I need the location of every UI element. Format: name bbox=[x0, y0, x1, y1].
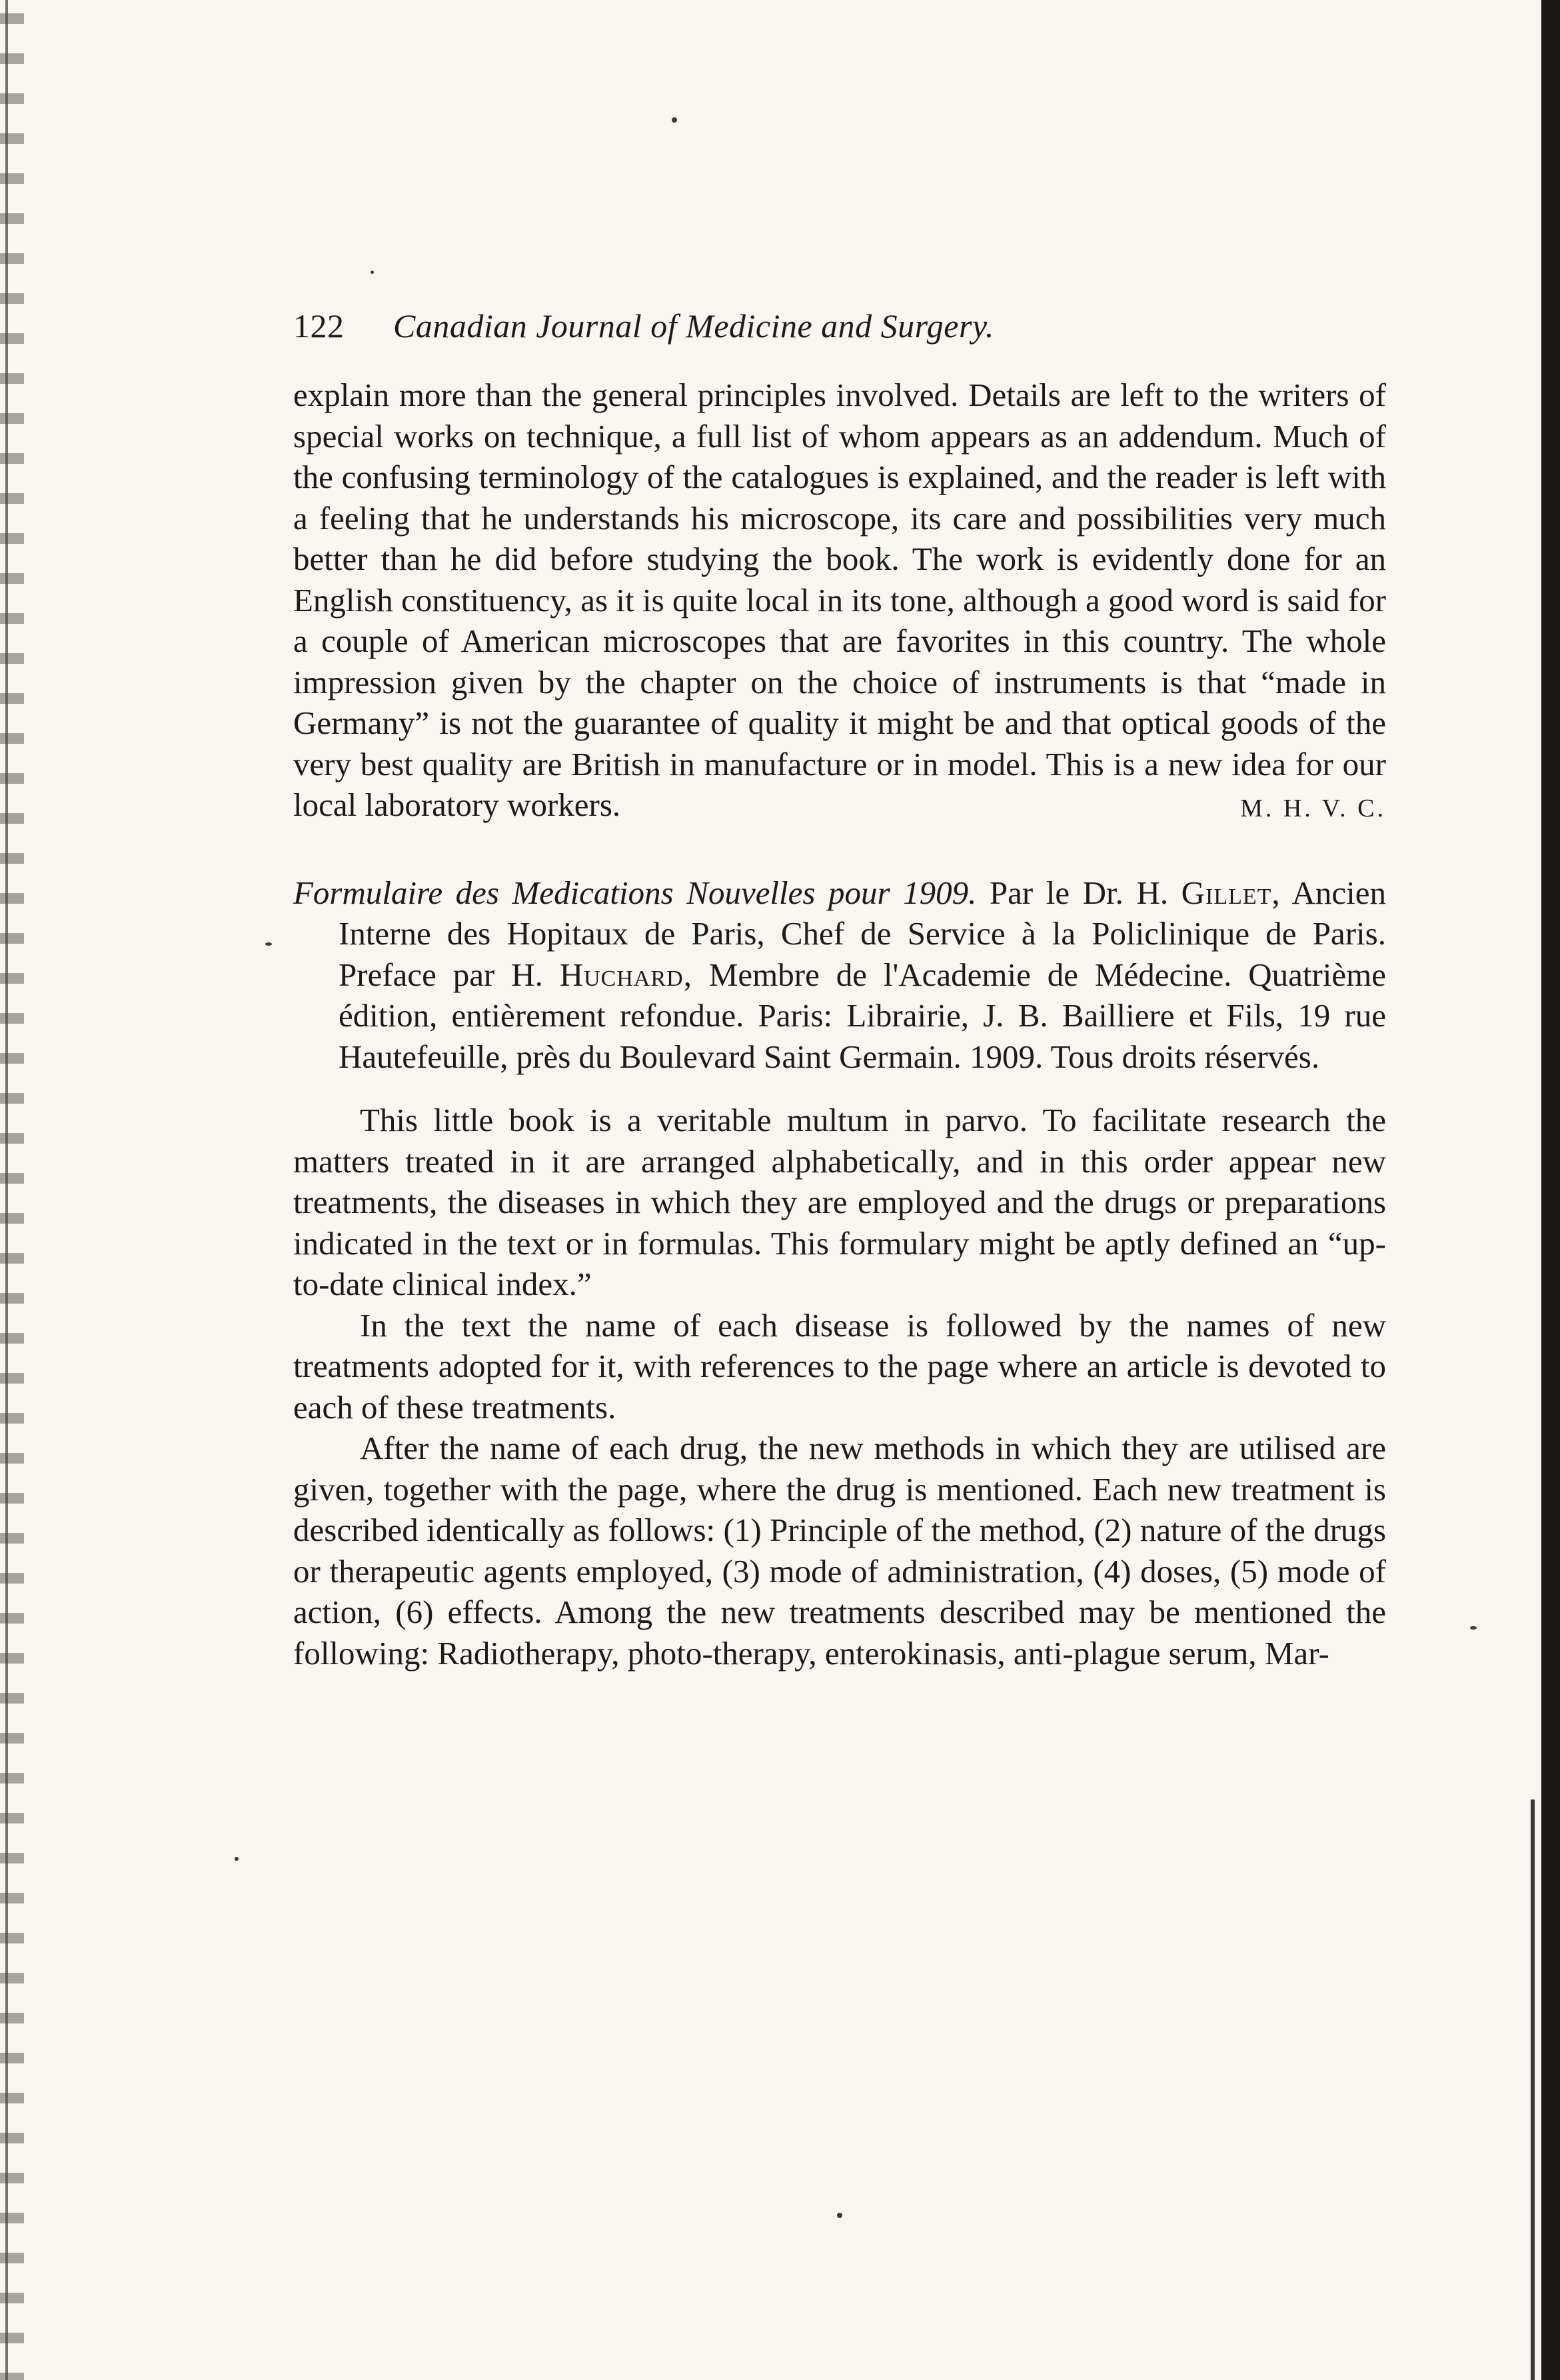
print-speck bbox=[371, 271, 374, 274]
review-paragraph-2: In the text the name of each disease is followed by the names of new treatments adopted for it, with references to the page where an article is devoted to each of these treatments. bbox=[293, 1306, 1386, 1426]
reviewer-initials: M. H. V. C. bbox=[1240, 794, 1386, 822]
book-title: Formulaire des Medications Nouvelles pour 1909. bbox=[293, 874, 977, 911]
review-continuation-paragraph bbox=[293, 375, 1386, 826]
left-binding-line bbox=[5, 0, 8, 2380]
citation-author: Gillet, bbox=[1181, 874, 1281, 911]
print-speck bbox=[1470, 1626, 1477, 1630]
review-paragraph-1: This little book is a veritable multum in parvo. To facilitate research the matters treated in it are arranged alphabetically, and in this order appear new treatments, the diseases in which they are employed and the drugs or preparations indicated in the text or in formulas. This formulary might be aptly defined an “up-to-date clinical index.” bbox=[293, 1102, 1386, 1302]
left-page-edge bbox=[0, 0, 24, 2380]
journal-title: Canadian Journal of Medicine and Surgery. bbox=[393, 307, 994, 345]
citation-by-prefix: Par le Dr. H. bbox=[989, 874, 1169, 911]
right-page-edge bbox=[1541, 0, 1560, 2380]
book-citation bbox=[293, 872, 1386, 1078]
print-speck bbox=[837, 2213, 842, 2218]
print-speck bbox=[265, 942, 272, 946]
citation-publication: Membre de l'Academie de Médecine. Quatrième édition, entièrement refondue. Paris: Librairie, J. B. Bailliere et Fils, 19 rue Hautefeuille, près du Boulevard Saint Germain. 1909. Tous droits réservés. bbox=[339, 956, 1387, 1075]
print-speck bbox=[235, 1857, 239, 1861]
print-speck bbox=[672, 117, 677, 123]
citation-preface-author: Huchard, bbox=[559, 956, 692, 993]
review-paragraph-3: After the name of each drug, the new methods in which they are utilised are given, together with the page, where the drug is mentioned. Each new treatment is described identically as follows: (1) Principle of the method, (2) nature of the drugs or therapeutic agents employed, (3) mode of administration, (4) doses, (5) mode of action, (6) effects. Among the new treatments described may be mentioned the following: Radiotherapy, photo-therapy, enterokinasis, anti-plague serum, Mar- bbox=[293, 1430, 1386, 1672]
citation-details: Ancien Interne des Hopitaux de Paris, Chef de Service à la Policlinique de Paris. Preface par H. bbox=[339, 874, 1387, 993]
review-continuation-text: explain more than the general principles involved. Details are left to the writers of special works on technique, a full list of whom appears as an addendum. Much of the confusing terminology of the catalogues is explained, and the reader is left with a feeling that he understands his microscope, its care and possibilities very much better than he did before studying the book. The work is evidently done for an English constituency, as it is quite local in its tone, although a good word is said for a couple of American microscopes that are favorites in this country. The whole impression given by the chapter on the choice of instruments is that “made in Germany” is not the guarantee of quality it might be and that optical goods of the very best quality are British in manufacture or in model. This is a new idea for our local laboratory workers. bbox=[293, 377, 1386, 823]
page-number: 122 bbox=[293, 307, 345, 345]
journal-page bbox=[293, 307, 1386, 1674]
running-head bbox=[293, 307, 1386, 345]
right-shadow-line bbox=[1531, 1799, 1535, 2380]
